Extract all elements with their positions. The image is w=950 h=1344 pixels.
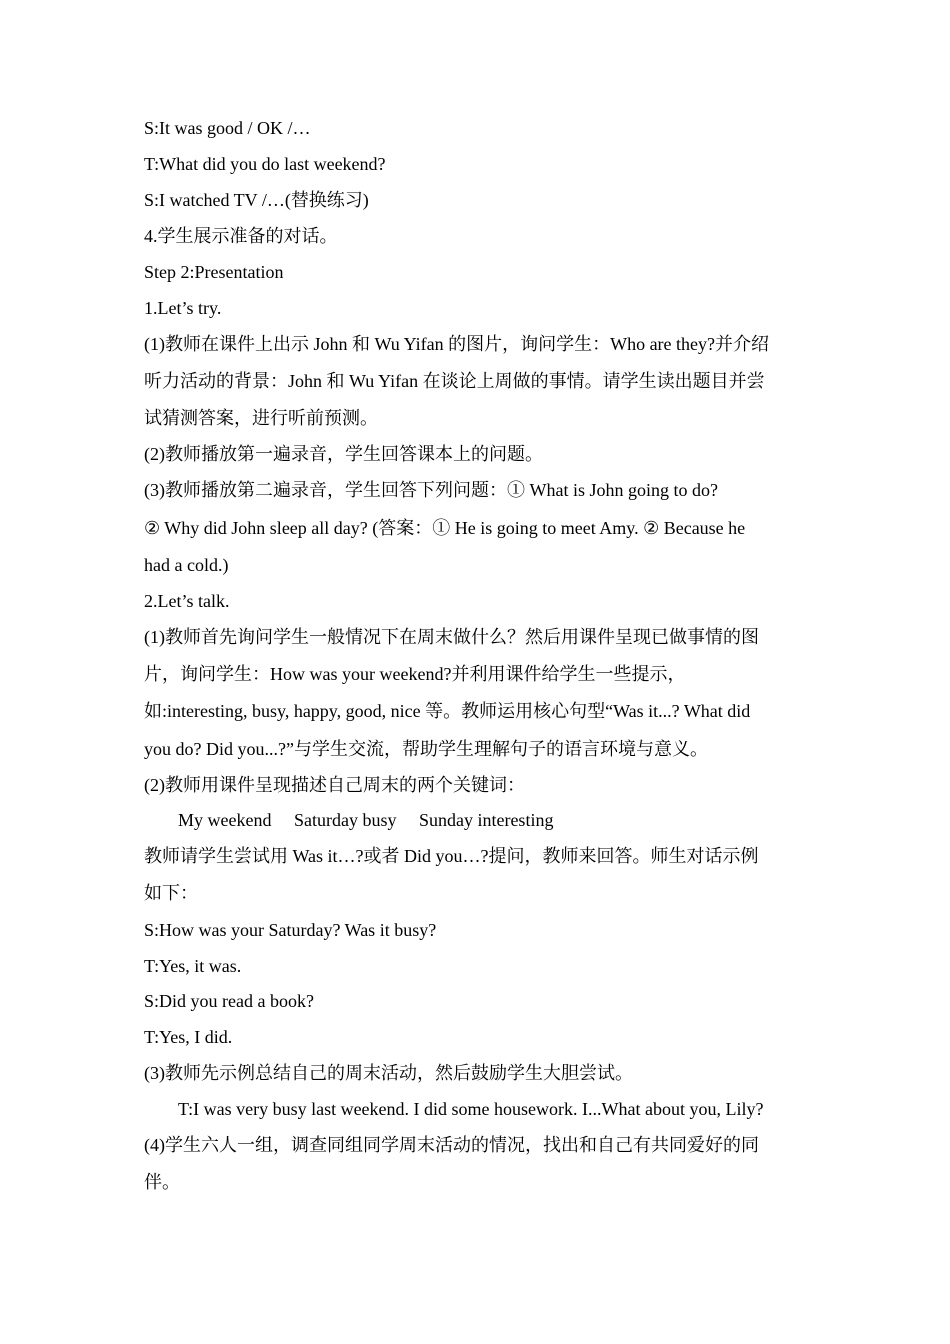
text-line: (2)教师用课件呈现描述自己周末的两个关键词： [144, 775, 525, 795]
text-line: S:I watched TV /…(替换练习) [144, 190, 369, 210]
text-line: S:It was good / OK /… [144, 118, 311, 138]
text-line: (3)教师先示例总结自己的周末活动，然后鼓励学生大胆尝试。 [144, 1063, 633, 1083]
dialogue-line: S:Did you read a book? [144, 991, 314, 1011]
text-line: (1)教师首先询问学生一般情况下在周末做什么？然后用课件呈现已做事情的图 [144, 627, 759, 647]
text-line: (4)学生六人一组，调查同组同学周末活动的情况，找出和自己有共同爱好的同 [144, 1135, 759, 1155]
dialogue-line: S:How was your Saturday? Was it busy? [144, 920, 437, 940]
dialogue-line: T:Yes, I did. [144, 1027, 233, 1047]
text-line: 伴。 [144, 1172, 180, 1192]
text-line: (3)教师播放第二遍录音，学生回答下列问题：① What is John going to do? [144, 480, 718, 500]
text-line: T:What did you do last weekend? [144, 154, 386, 174]
section-heading: Step 2:Presentation [144, 262, 284, 282]
text-line: 4.学生展示准备的对话。 [144, 226, 338, 246]
text-line: 教师请学生尝试用 Was it…?或者 Did you…?提问，教师来回答。师生对话示例 [144, 846, 759, 866]
text-line: (1)教师在课件上出示 John 和 Wu Yifan 的图片，询问学生：Who are they?并介绍 [144, 334, 770, 354]
text-line: 如:interesting, busy, happy, good, nice 等。教师运用核心句型“Was it...? What did [144, 701, 751, 721]
text-line: you do? Did you...?”与学生交流，帮助学生理解句子的语言环境与意义。 [144, 739, 708, 759]
text-line: 试猜测答案，进行听前预测。 [144, 408, 378, 428]
text-line: 听力活动的背景：John 和 Wu Yifan 在谈论上周做的事情。请学生读出题目并尝 [144, 371, 765, 391]
dialogue-line: T:Yes, it was. [144, 956, 242, 976]
text-line: (2)教师播放第一遍录音，学生回答课本上的问题。 [144, 444, 543, 464]
keywords-line: My weekend Saturday busy Sunday interesting [178, 810, 554, 830]
text-line: 片，询问学生：How was your weekend?并利用课件给学生一些提示， [144, 664, 686, 684]
text-line: 如下： [144, 883, 198, 903]
subsection-heading: 2.Let’s talk. [144, 591, 230, 611]
dialogue-line: T:I was very busy last weekend. I did some housework. I...What about you, Lily? [178, 1099, 764, 1119]
text-line: had a cold.) [144, 555, 229, 575]
text-line: ② Why did John sleep all day? (答案：① He is going to meet Amy. ② Because he [144, 518, 746, 538]
subsection-heading: 1.Let’s try. [144, 298, 222, 318]
